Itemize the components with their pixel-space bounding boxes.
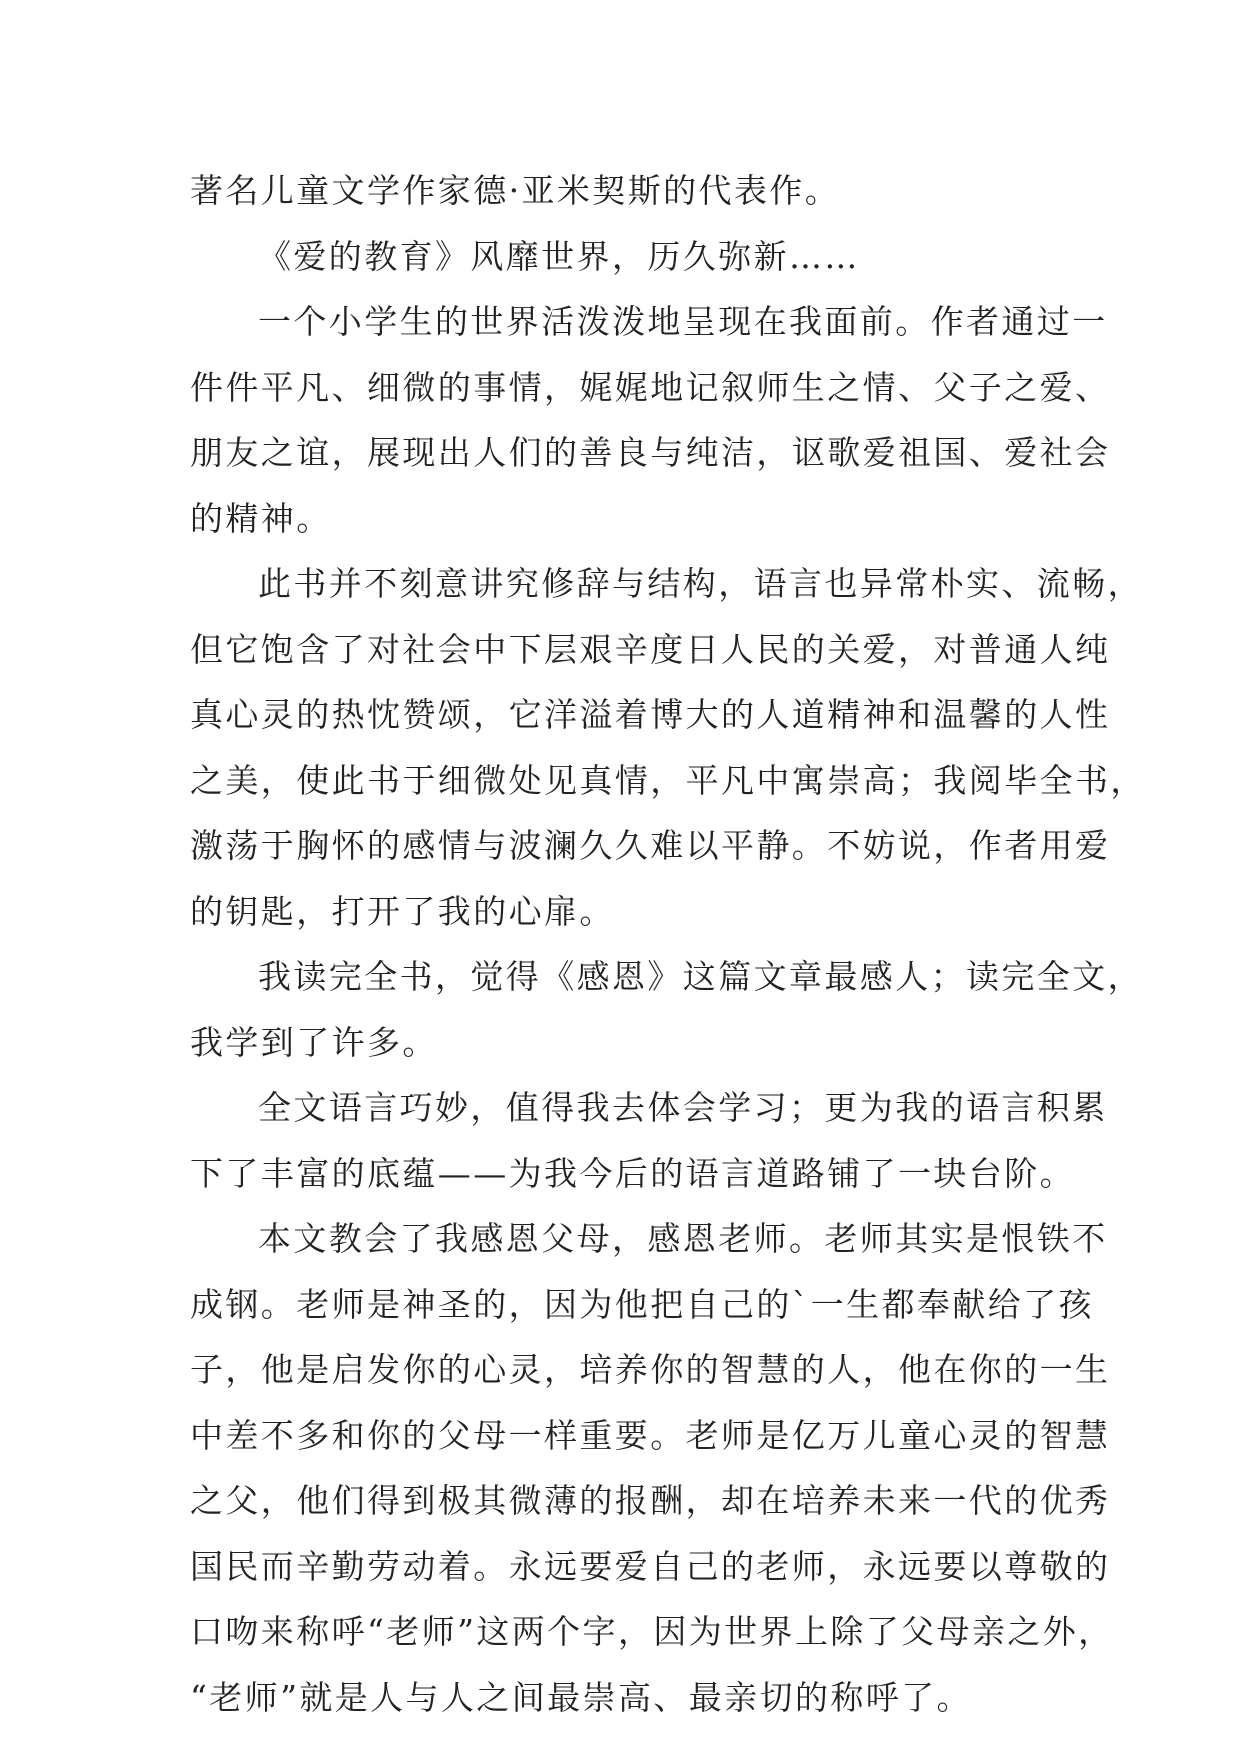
text-line: 件件平凡、细微的事情，娓娓地记叙师生之情、父子之爱、 <box>190 367 1111 407</box>
text-line: 《爱的教育》风靡世界，历久弥新…… <box>258 236 860 276</box>
text-line: 中差不多和你的父母一样重要。老师是亿万儿童心灵的智慧 <box>190 1415 1111 1455</box>
paragraph <box>190 1206 1114 1730</box>
document-body <box>190 158 1146 1730</box>
text-line: “老师”就是人与人之间最崇高、最亲切的称呼了。 <box>190 1677 972 1717</box>
text-line: 本文教会了我感恩父母，感恩老师。老师其实是恨铁不 <box>258 1219 1108 1258</box>
text-line: 国民而辛勤劳动着。永远要爱自己的老师，永远要以尊敬的 <box>190 1546 1111 1586</box>
text-line: 我读完全书，觉得《感恩》这篇文章最感人；读完全文， <box>258 957 1143 996</box>
text-line: 成钢。老师是神圣的，因为他把自己的`一生都奉献给了孩 <box>190 1284 1094 1324</box>
paragraph <box>190 289 1111 551</box>
text-line: 激荡于胸怀的感情与波澜久久难以平静。不妨说，作者用爱 <box>190 826 1111 865</box>
text-line: 此书并不刻意讲究修辞与结构，语言也异常朴实、流畅， <box>258 564 1143 603</box>
text-line: 我学到了许多。 <box>190 1022 438 1062</box>
text-line: 朋友之谊，展现出人们的善良与纯洁，讴歌爱祖国、爱社会 <box>190 433 1111 472</box>
text-line: 的精神。 <box>190 498 332 538</box>
text-line: 的钥匙，打开了我的心扉。 <box>190 891 615 931</box>
text-line: 全文语言巧妙，值得我去体会学习；更为我的语言积累 <box>258 1088 1108 1127</box>
text-line: 子，他是启发你的心灵，培养你的智慧的人，他在你的一生 <box>190 1350 1111 1389</box>
text-line: 之父，他们得到极其微薄的报酬，却在培养未来一代的优秀 <box>190 1481 1111 1520</box>
text-line: 著名儿童文学作家德·亚米契斯的代表作。 <box>190 171 841 210</box>
text-line: 口吻来称呼“老师”这两个字，因为世界上除了父母亲之外， <box>190 1612 1114 1651</box>
text-line: 真心灵的热忱赞颂，它洋溢着博大的人道精神和温馨的人性 <box>190 695 1111 734</box>
paragraph <box>190 224 1050 290</box>
text-line: 下了丰富的底蕴——为我今后的语言道路铺了一块台阶。 <box>190 1153 1075 1193</box>
text-line: 但它饱含了对社会中下层艰辛度日人民的关爱，对普通人纯 <box>190 629 1111 669</box>
paragraph <box>190 944 1143 1075</box>
text-line: 一个小学生的世界活泼泼地呈现在我面前。作者通过一 <box>258 302 1108 341</box>
text-line: 之美，使此书于细微处见真情，平凡中寓崇高；我阅毕全书， <box>190 760 1146 800</box>
paragraph <box>190 551 1146 944</box>
paragraph <box>190 158 1050 224</box>
paragraph <box>190 1075 1108 1206</box>
